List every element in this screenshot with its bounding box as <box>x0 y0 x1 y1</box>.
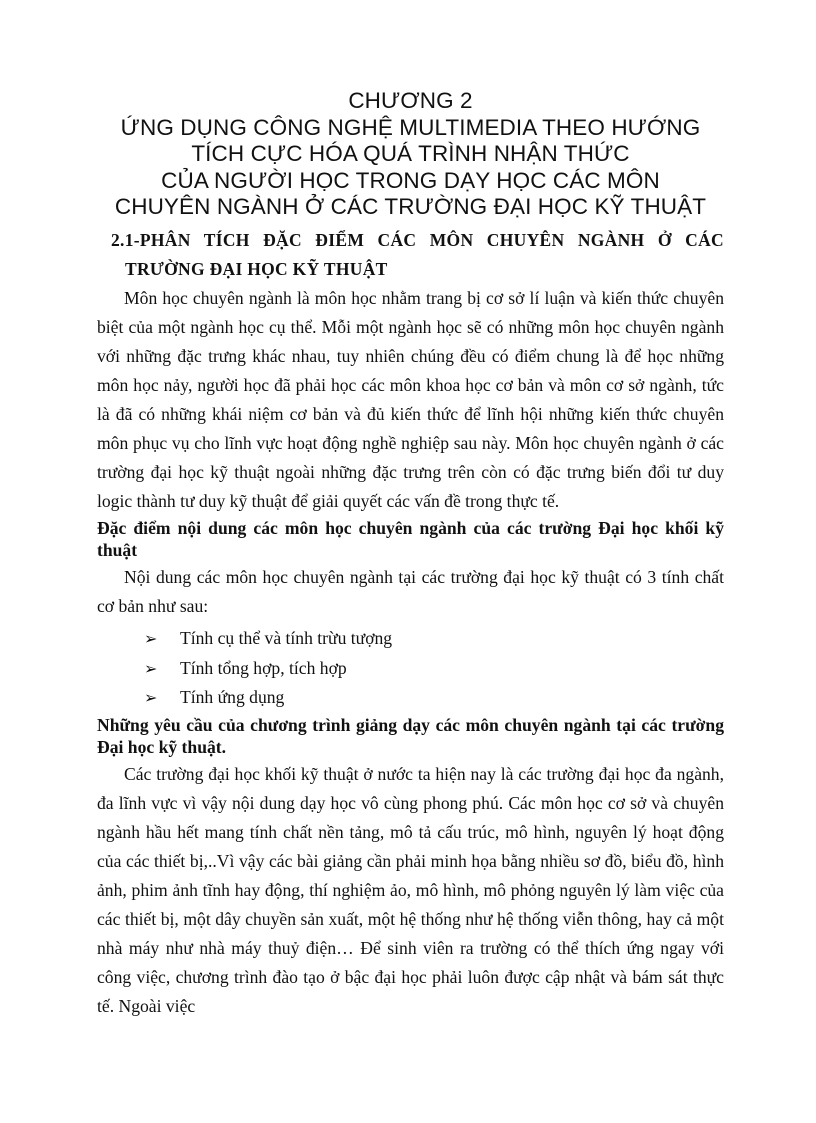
intro-paragraph: Môn học chuyên ngành là môn học nhằm trang bị cơ sở lí luận và kiến thức chuyên biệt của một ngành học cụ thể. Mỗi một ngành học sẽ có những môn học chuyên ngành với những đặc trưng khác nhau, tuy nhiên chúng đều có điểm chung là để học những môn học nảy, người học đã phải học các môn khoa học cơ bản và môn cơ sở ngành, tức là đã có những khái niệm cơ bản và đủ kiến thức để lĩnh hội những kiến thức chuyên môn phục vụ cho lĩnh vực hoạt động nghề nghiệp sau này. Môn học chuyên ngành ở các trường đại học kỹ thuật ngoài những đặc trưng trên còn có đặc trưng biến đổi tư duy logic thành tư duy kỹ thuật để giải quyết các vấn đề trong thực tế. <box>97 287 724 512</box>
arrow-bullet-icon: ➢ <box>144 658 158 678</box>
subheading-content-characteristics: Đặc điểm nội dung các môn học chuyên ngành của các trường Đại học khối kỹ thuật <box>97 518 724 561</box>
curriculum-paragraph: Các trường đại học khối kỹ thuật ở nước ta hiện nay là các trường đại học đa ngành, đa lĩnh vực vì vậy nội dung dạy học vô cùng phong phú. Các môn học cơ sở và chuyên ngành hầu hết mang tính chất nền tảng, mô tả cấu trúc, mô hình, nguyên lý hoạt động của các thiết bị,..Vì vậy các bài giảng cần phải minh họa bằng nhiều sơ đồ, biểu đồ, hình ảnh, phim ảnh tĩnh hay động, thí nghiệm ảo, mô hình, mô phỏng nguyên lý làm việc của các thiết bị, một dây chuyền sản xuất, một hệ thống như hệ thống viễn thông, hay cả một nhà máy như nhà máy thuỷ điện… Để sinh viên ra trường có thể thích ứng ngay với công việc, chương trình đào tạo ở bậc đại học phải luôn được cập nhật và bám sát thực tế. Ngoài việc <box>97 763 724 1017</box>
subheading-curriculum-requirements: Những yêu cầu của chương trình giảng dạy các môn chuyên ngành tại các trường Đại học kỹ thuật. <box>97 714 724 757</box>
properties-paragraph: Nội dung các môn học chuyên ngành tại các trường đại học kỹ thuật có 3 tính chất cơ bản như sau: <box>97 567 724 617</box>
chapter-title-line: CHUYÊN NGÀNH Ở CÁC TRƯỜNG ĐẠI HỌC KỸ THUẬT <box>114 194 707 219</box>
list-item-text: Tính tổng hợp, tích hợp <box>180 657 347 678</box>
arrow-bullet-icon: ➢ <box>144 629 158 649</box>
section-heading-line: TRƯỜNG ĐẠI HỌC KỸ THUẬT <box>125 258 388 279</box>
list-item-text: Tính ứng dụng <box>180 687 285 708</box>
chapter-title-line: TÍCH CỰC HÓA QUÁ TRÌNH NHẬN THỨC <box>191 141 630 166</box>
chapter-number: CHƯƠNG 2 <box>348 88 473 113</box>
chapter-title-block <box>89 88 732 221</box>
arrow-bullet-icon: ➢ <box>144 688 158 708</box>
list-item-text: Tính cụ thể và tính trừu tượng <box>180 628 393 649</box>
chapter-title-line: CỦA NGƯỜI HỌC TRONG DẠY HỌC CÁC MÔN <box>161 167 660 193</box>
list-item <box>97 683 724 712</box>
list-item <box>97 624 724 653</box>
section-heading-line: 2.1-PHÂN TÍCH ĐẶC ĐIỂM CÁC MÔN CHUYÊN NGÀNH Ở CÁC <box>111 229 724 250</box>
list-item <box>97 654 724 683</box>
properties-list <box>97 624 724 712</box>
section-heading <box>111 226 724 284</box>
chapter-title-line: ỨNG DỤNG CÔNG NGHỆ MULTIMEDIA THEO HƯỚNG <box>120 114 701 140</box>
